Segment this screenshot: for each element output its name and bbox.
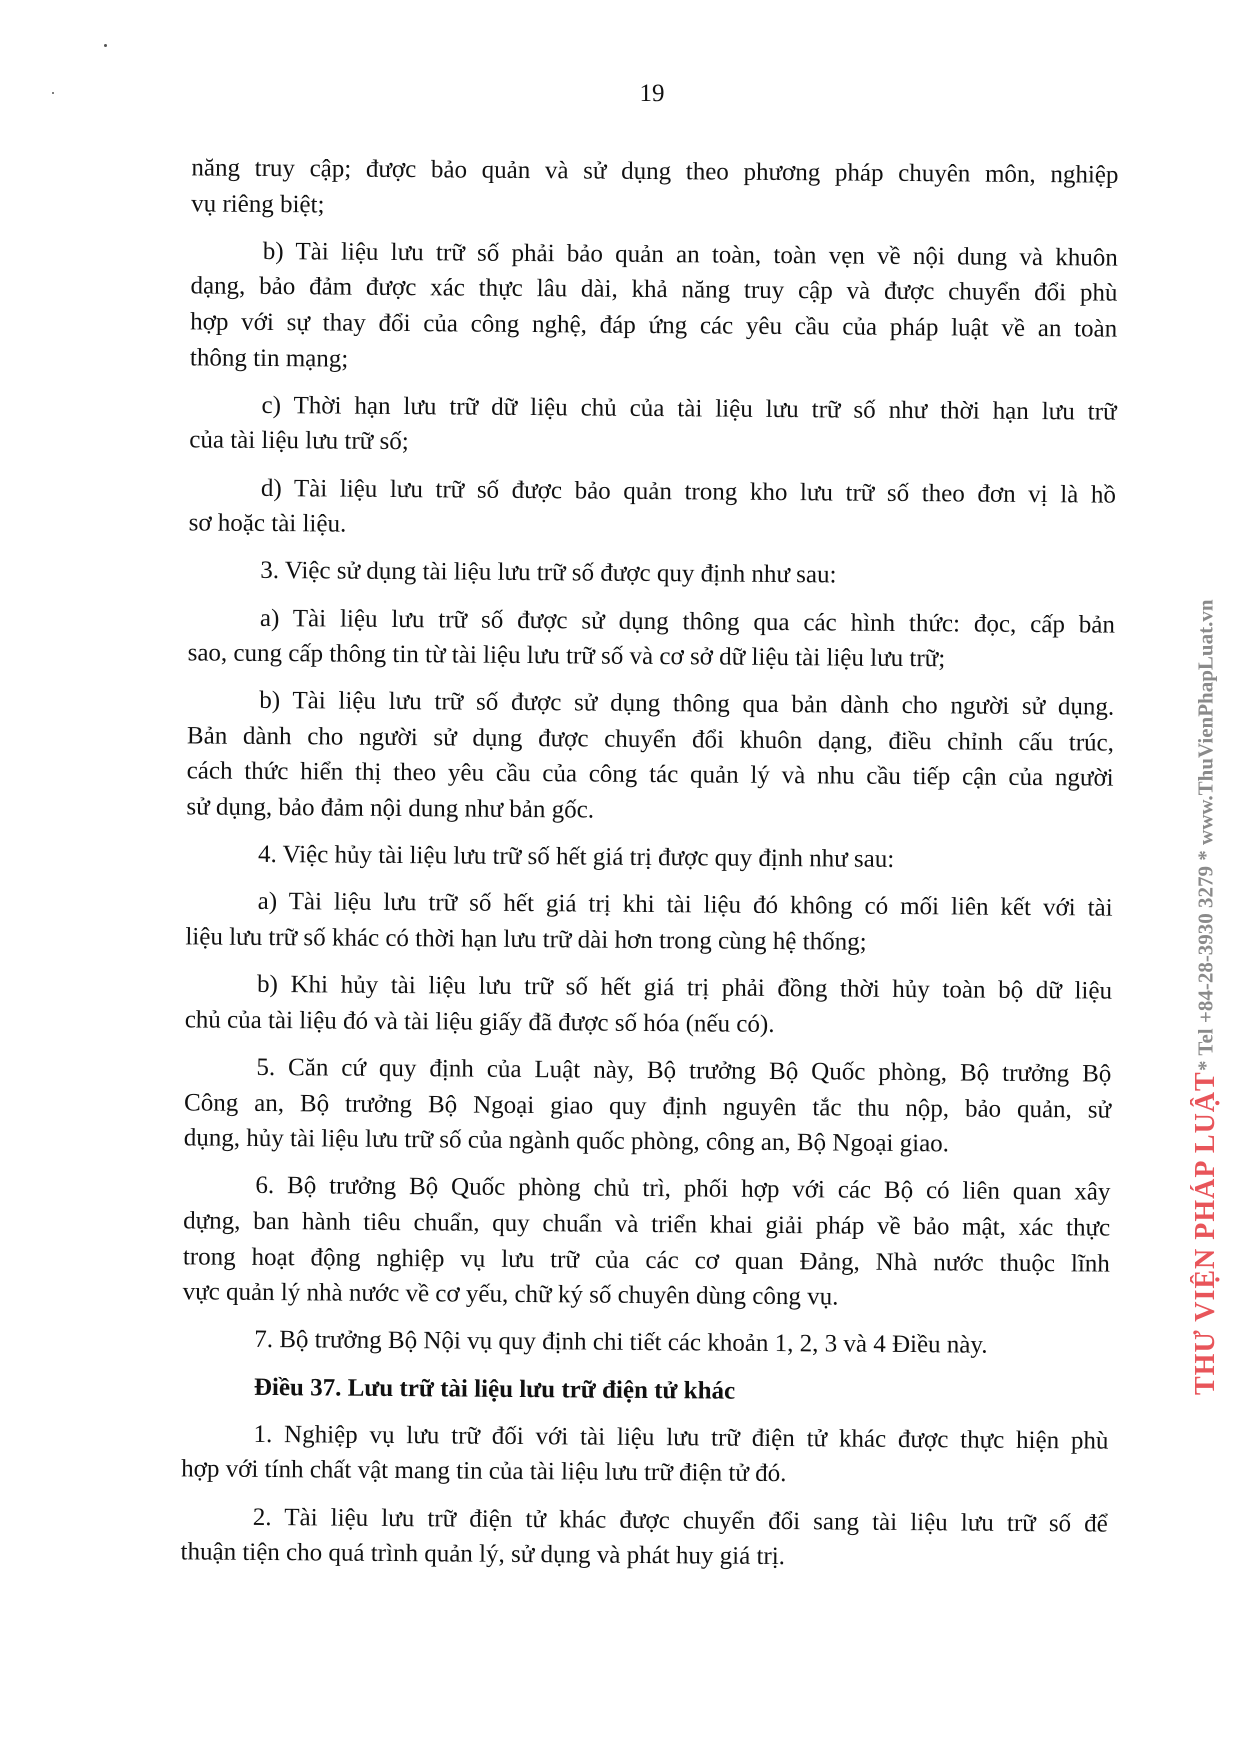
paragraph bbox=[182, 1322, 1109, 1365]
text-line: 6. Bộ trưởng Bộ Quốc phòng chủ trì, phối hợp với các Bộ có liên quan xây bbox=[255, 1172, 1111, 1207]
text-line: trong hoạt động nghiệp vụ lưu trữ của các cơ quan Đảng, Nhà nước thuộc lĩnh bbox=[182, 1242, 1110, 1278]
paragraph bbox=[190, 233, 1118, 383]
text-line: vụ riêng biệt; bbox=[191, 189, 325, 219]
text-line: cách thức hiển thị theo yêu cầu của công tác quản lý và nhu cầu tiếp cận của người bbox=[186, 757, 1114, 793]
text-line: b) Tài liệu lưu trữ số phải bảo quản an toàn, toàn vẹn về nội dung và khuôn bbox=[262, 237, 1118, 272]
paragraph bbox=[189, 470, 1117, 548]
text-line: Bản dành cho người sử dụng được chuyển đổi khuôn dạng, điều chỉnh cấu trúc, bbox=[186, 722, 1115, 757]
paragraph bbox=[191, 150, 1119, 228]
paragraph bbox=[180, 1499, 1108, 1577]
paragraph bbox=[189, 387, 1117, 465]
text-line: năng truy cập; được bảo quản và sử dụng theo phương pháp chuyên môn, nghiệp bbox=[191, 154, 1119, 189]
text-line: dụng, hủy tài liệu lưu trữ số của ngành quốc phòng, công an, Bộ Ngoại giao. bbox=[183, 1124, 950, 1158]
text-line: 7. Bộ trưởng Bộ Nội vụ quy định chi tiết các khoản 1, 2, 3 và 4 Điều này. bbox=[254, 1326, 988, 1360]
text-line: hợp với sự thay đổi của công nghệ, đáp ứng các yêu cầu của pháp luật về an toàn bbox=[190, 308, 1118, 343]
text-line: d) Tài liệu lưu trữ số được bảo quản trong kho lưu trữ số theo đơn vị là hồ bbox=[260, 474, 1117, 509]
text-line: liệu lưu trữ số khác có thời hạn lưu trữ dài hơn trong cùng hệ thống; bbox=[185, 923, 867, 956]
scan-speck bbox=[104, 44, 107, 47]
text-line: thuận tiện cho quá trình quản lý, sử dụng và phát huy giá trị. bbox=[180, 1538, 786, 1571]
text-line: 4. Việc hủy tài liệu lưu trữ số hết giá trị được quy định như sau: bbox=[257, 841, 895, 874]
text-line: dựng, ban hành tiêu chuẩn, quy chuẩn và triển khai giải pháp về bảo mật, xác thực bbox=[183, 1207, 1111, 1242]
watermark-contact: * Tel +84-28-3930 3279 * www.ThuVienPhapLuat.vn bbox=[1193, 599, 1218, 1072]
text-line: sơ hoặc tài liệu. bbox=[188, 509, 347, 538]
text-line: b) Tài liệu lưu trữ số được sử dụng thông qua bản dành cho người sử dụng. bbox=[259, 687, 1115, 721]
paragraph bbox=[184, 1049, 1112, 1163]
text-line: sử dụng, bảo đảm nội dung như bản gốc. bbox=[186, 793, 595, 824]
text-line: chủ của tài liệu đó và tài liệu giấy đã được số hóa (nếu có). bbox=[184, 1006, 775, 1038]
paragraph bbox=[186, 837, 1113, 880]
paragraph bbox=[187, 600, 1115, 678]
paragraph bbox=[181, 1416, 1109, 1494]
paragraph bbox=[188, 553, 1115, 596]
text-line: Công an, Bộ trưởng Bộ Ngoại giao quy định nguyên tắc thu nộp, bảo quản, sử bbox=[184, 1088, 1112, 1124]
text-line: sao, cung cấp thông tin từ tài liệu lưu trữ số và cơ sở dữ liệu tài liệu lưu trữ; bbox=[187, 639, 946, 673]
watermark bbox=[1186, 345, 1226, 1395]
article-heading bbox=[182, 1369, 1109, 1412]
scan-speck bbox=[52, 92, 54, 94]
page-number: 19 bbox=[639, 80, 665, 107]
text-line: Điều 37. Lưu trữ tài liệu lưu trữ điện tử khác bbox=[253, 1373, 736, 1405]
text-line: b) Khi hủy tài liệu lưu trữ số hết giá trị phải đồng thời hủy toàn bộ dữ liệu bbox=[256, 971, 1113, 1005]
text-line: a) Tài liệu lưu trữ số được sử dụng thông qua các hình thức: đọc, cấp bản bbox=[259, 604, 1115, 639]
paragraph bbox=[182, 1168, 1110, 1318]
text-line: hợp với tính chất vật mang tin của tài liệu lưu trữ điện tử đó. bbox=[181, 1455, 787, 1488]
watermark-brand: THƯ VIỆN PHÁP LUẬT bbox=[1190, 1071, 1221, 1395]
text-line: 1. Nghiệp vụ lưu trữ đối với tài liệu lưu trữ điện tử khác được thực hiện phù bbox=[253, 1420, 1109, 1455]
text-line: thông tin mạng; bbox=[189, 343, 349, 373]
paragraph bbox=[186, 683, 1114, 833]
paragraph bbox=[185, 967, 1113, 1045]
text-line: 2. Tài liệu lưu trữ điện tử khác được chuyển đổi sang tài liệu lưu trữ số để bbox=[252, 1503, 1108, 1538]
text-line: 3. Việc sử dụng tài liệu lưu trữ số được quy định như sau: bbox=[260, 557, 837, 589]
text-line: 5. Căn cứ quy định của Luật này, Bộ trưởng Bộ Quốc phòng, Bộ trưởng Bộ bbox=[256, 1053, 1112, 1088]
text-line: a) Tài liệu lưu trữ số hết giá trị khi tài liệu đó không có mối liên kết với tài bbox=[257, 888, 1113, 923]
document-body bbox=[180, 150, 1118, 1577]
text-line: c) Thời hạn lưu trữ dữ liệu chủ của tài liệu lưu trữ số như thời hạn lưu trữ bbox=[261, 391, 1117, 426]
text-line: dạng, bảo đảm được xác thực lâu dài, khả năng truy cập và được chuyển đổi phù bbox=[190, 272, 1118, 308]
paragraph bbox=[185, 884, 1113, 962]
text-line: của tài liệu lưu trữ số; bbox=[189, 426, 409, 456]
text-line: vực quản lý nhà nước về cơ yếu, chữ ký số chuyên dùng công vụ. bbox=[182, 1278, 839, 1311]
